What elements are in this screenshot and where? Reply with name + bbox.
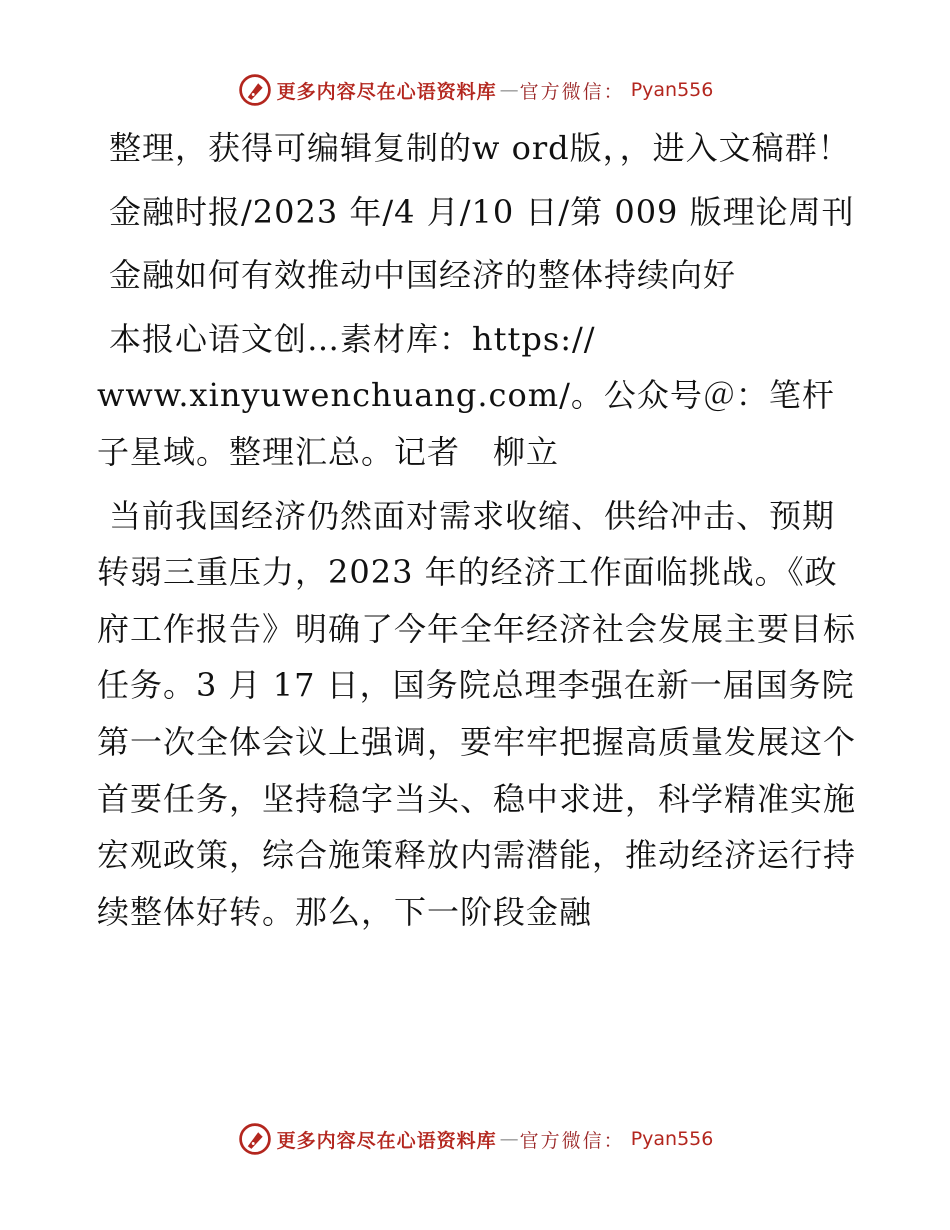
byline xyxy=(97,311,857,481)
banner-slogan: 更多内容尽在心语资料库 xyxy=(276,80,497,103)
source-line: 金融时报/2023 年/4 月/10 日/第 009 版理论周刊 xyxy=(109,192,855,231)
byline-text: 本报心语文创…素材库：https:// www.xinyuwenchuang.com/。公众号＠：笔杆子星域。整理汇总。记者 柳立 xyxy=(97,319,835,471)
pen-nib-logo-icon xyxy=(237,1121,273,1157)
pen-nib-logo-icon xyxy=(237,72,273,108)
document-body xyxy=(97,120,857,947)
banner-wechat-label: 官方微信： xyxy=(519,1129,625,1152)
banner-separator: — xyxy=(499,1128,517,1150)
banner-separator: — xyxy=(499,79,517,101)
intro-note: 整理，获得可编辑复制的w ord版，，进入文稿群！ xyxy=(109,129,851,167)
header-banner xyxy=(0,68,950,112)
banner-slogan: 更多内容尽在心语资料库 xyxy=(276,1129,497,1152)
banner-wechat-id: Pyan556 xyxy=(630,79,714,101)
body-paragraph: 当前我国经济仍然面对需求收缩、供给冲击、预期转弱三重压力，2023 年的经济工作面临挑战。《政府工作报告》明确了今年全年经济社会发展主要目标任务。3 月 17 日，国务院总理李强在新一届国务院第一次全体会议上强调，要牢牢把握高质量发展这个首要任务，坚持稳字当头、稳中求进，科学精准实施宏观政策，综合施策释放内需潜能，推动经济运行持续整体好转。那么，下一阶段金融 xyxy=(97,496,857,931)
article-title: 金融如何有效推动中国经济的整体持续向好 xyxy=(109,256,737,295)
banner-wechat-id: Pyan556 xyxy=(630,1128,714,1150)
banner-wechat-label: 官方微信： xyxy=(519,80,625,103)
footer-banner xyxy=(0,1117,950,1161)
